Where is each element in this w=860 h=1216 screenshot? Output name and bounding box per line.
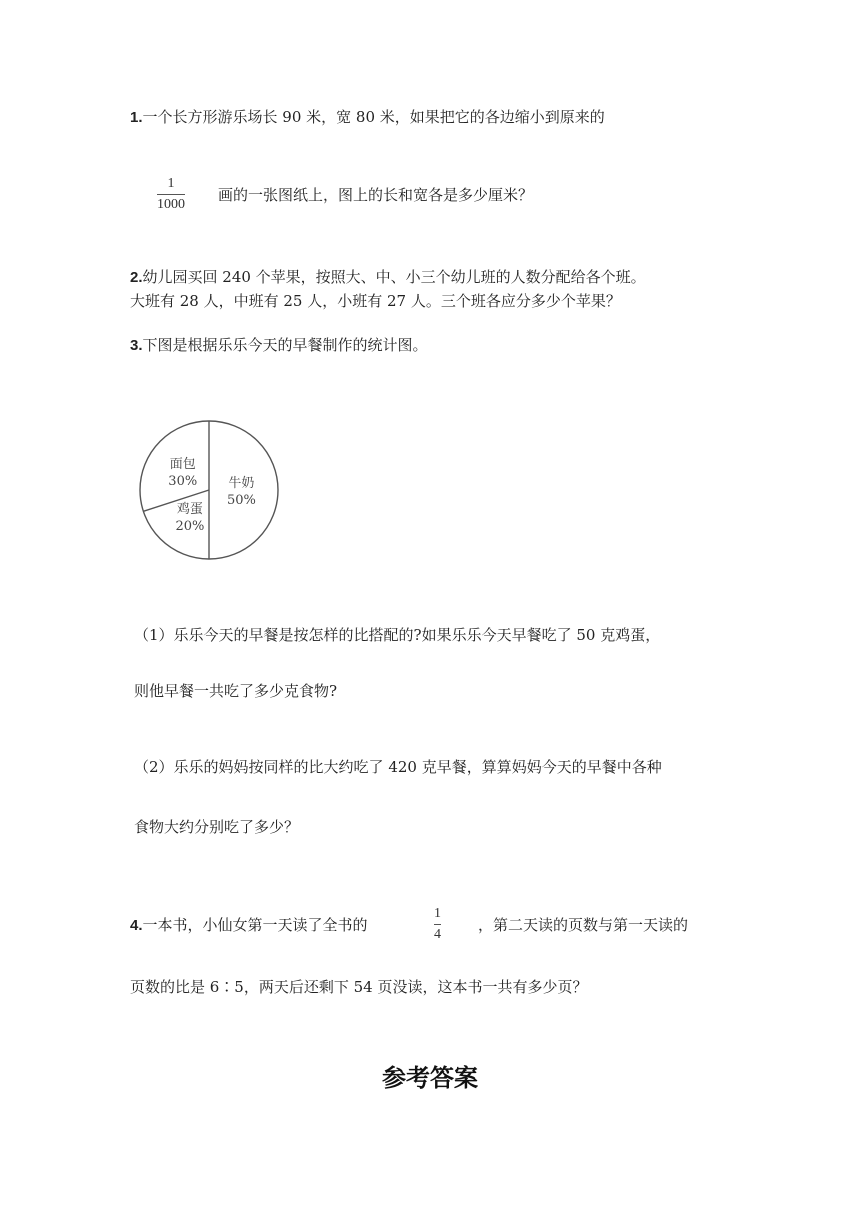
q3-sub2-line1: （2）乐乐的妈妈按同样的比大约吃了 420 克早餐，算算妈妈今天的早餐中各种 <box>134 758 662 776</box>
fraction-bar <box>157 194 185 195</box>
breakfast-pie-chart <box>130 410 290 570</box>
pie-percent-label: 50% <box>226 493 256 508</box>
pie-category-label: 牛奶 <box>228 476 255 491</box>
pie-category-label: 面包 <box>169 456 196 472</box>
q2-number: 2. <box>130 269 143 286</box>
q3-intro-text: 下图是根据乐乐今天的早餐制作的统计图。 <box>142 336 428 354</box>
q2-line1 <box>130 266 646 287</box>
q3-sub1-line1: （1）乐乐今天的早餐是按怎样的比搭配的?如果乐乐今天早餐吃了 50 克鸡蛋， <box>134 626 661 644</box>
q3-number: 3. <box>130 337 143 354</box>
q1-number: 1. <box>130 109 143 126</box>
fraction-bar <box>434 924 441 925</box>
q2-text: 幼儿园买回 240 个苹果，按照大、中、小三个幼儿班的人数分配给各个班。 <box>142 268 646 286</box>
q1-line2: 画的一张图纸上，图上的长和宽各是多少厘米？ <box>218 186 534 204</box>
q1-line1 <box>130 106 605 127</box>
pie-percent-label: 20% <box>175 519 205 535</box>
q4-fraction-denominator: 4 <box>434 927 441 942</box>
q4-fraction-numerator: 1 <box>434 906 441 921</box>
q1-fraction <box>157 176 185 213</box>
pie-category-label: 鸡蛋 <box>176 502 203 518</box>
q1-fraction-numerator: 1 <box>167 176 175 191</box>
q4-number: 4. <box>130 917 143 934</box>
q3-sub2-line2: 食物大约分别吃了多少？ <box>134 818 300 836</box>
q4-line1-b: ，第二天读的页数与第一天读的 <box>478 916 689 934</box>
q1-text: 一个长方形游乐场长 90 米，宽 80 米，如果把它的各边缩小到原来的 <box>142 108 605 126</box>
q2-line2: 大班有 28 人，中班有 25 人，小班有 27 人。三个班各应分多少个苹果？ <box>130 292 621 310</box>
q1-fraction-denominator: 1000 <box>157 197 185 212</box>
q4-fraction <box>434 906 441 943</box>
q3-intro <box>130 334 428 355</box>
q4-line2: 页数的比是 6∶5，两天后还剩下 54 页没读，这本书一共有多少页？ <box>130 978 588 996</box>
q4-text-a: 一本书，小仙女第一天读了全书的 <box>142 916 368 934</box>
q4-line1-a <box>130 914 368 935</box>
pie-percent-label: 30% <box>168 473 198 489</box>
answer-title: 参考答案 <box>382 1064 478 1092</box>
q3-sub1-line2: 则他早餐一共吃了多少克食物? <box>134 682 338 700</box>
